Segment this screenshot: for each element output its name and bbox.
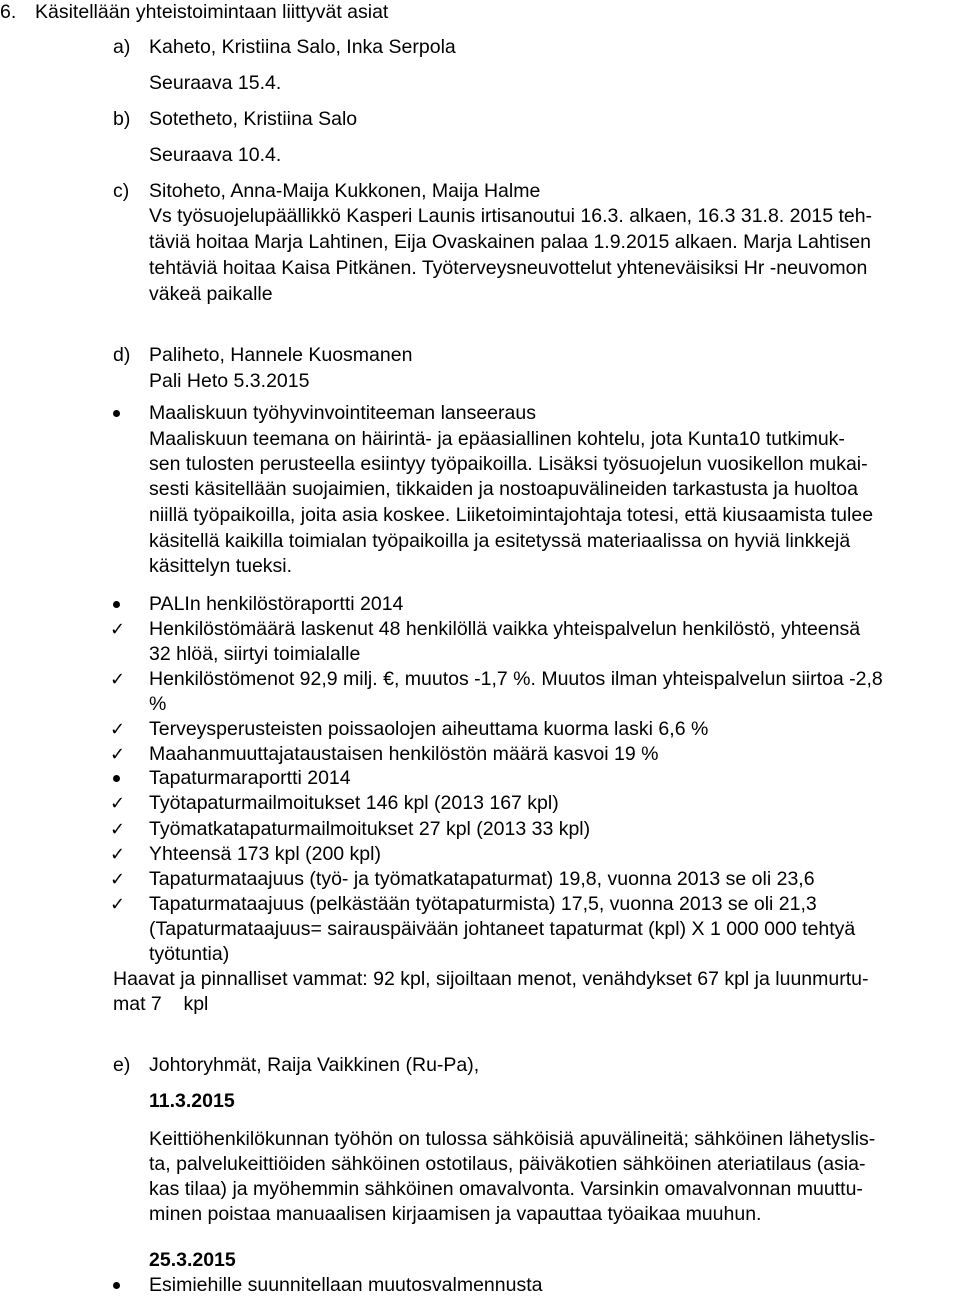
checkmark-icon: ✓: [110, 793, 126, 814]
checkmark-icon: ✓: [110, 894, 126, 915]
paragraph-line: täviä hoitaa Marja Lahtinen, Eija Ovaskainen palaa 1.9.2015 alkaen. Marja Lahtisen: [149, 231, 871, 253]
paragraph-line: Vs työsuojelupäällikkö Kasperi Launis irtisanoutui 16.3. alkaen, 16.3 31.8. 2015 teh-: [149, 205, 873, 227]
item-title: Johtoryhmät, Raija Vaikkinen (Ru-Pa),: [149, 1054, 480, 1076]
meeting-date: 11.3.2015: [149, 1090, 235, 1112]
checklist-line: Tapaturmataajuus (pelkästään työtapaturmista) 17,5, vuonna 2013 se oli 21,3: [149, 893, 817, 915]
paragraph-line: käsittelyn tueksi.: [149, 555, 293, 577]
closing-line: Haavat ja pinnalliset vammat: 92 kpl, sijoiltaan menot, venähdykset 67 kpl ja luunmurtu-: [113, 968, 869, 990]
checkmark-icon: ✓: [110, 619, 126, 640]
paragraph-line: kas tilaa) ja myöhemmin sähköinen omavalvonta. Varsinkin omavalvonnan muuttu-: [149, 1178, 863, 1200]
item-title: Sotetheto, Kristiina Salo: [149, 108, 358, 130]
item-marker: d): [113, 344, 131, 366]
checkmark-icon: ✓: [110, 819, 126, 840]
checklist-line: Henkilöstömäärä laskenut 48 henkilöllä vaikka yhteispalvelun henkilöstö, yhteensä: [149, 618, 861, 640]
checklist-line: Henkilöstömenot 92,9 milj. €, muutos -1,7 %. Muutos ilman yhteispalvelun siirtoa -2,8: [149, 668, 883, 690]
meeting-date: 25.3.2015: [149, 1249, 236, 1271]
item-marker: a): [113, 36, 131, 58]
item-note: Seuraava 15.4.: [149, 72, 282, 94]
item-note: Seuraava 10.4.: [149, 144, 282, 166]
item-title: Paliheto, Hannele Kuosmanen: [149, 344, 413, 366]
bullet-title: Maaliskuun työhyvinvointiteeman lanseeraus: [149, 402, 536, 424]
section-number: 6.: [0, 1, 17, 23]
paragraph-line: niillä työpaikoilla, joita asia koskee. Liiketoimintajohtaja totesi, että kiusaamista tulee: [149, 504, 874, 526]
item-title: Kaheto, Kristiina Salo, Inka Serpola: [149, 36, 456, 58]
checklist-line: Työmatkatapaturmailmoitukset 27 kpl (2013 33 kpl): [149, 818, 591, 840]
checkmark-icon: ✓: [110, 844, 126, 865]
bullet-title: Tapaturmaraportti 2014: [149, 767, 351, 789]
item-marker: e): [113, 1054, 131, 1076]
item-marker: b): [113, 108, 131, 130]
bullet-dot-icon: [113, 601, 120, 608]
bullet-dot-icon: [113, 1282, 120, 1289]
paragraph-line: väkeä paikalle: [149, 283, 273, 305]
paragraph-line: sen tulosten perusteella esiintyy työpaikoilla. Lisäksi työsuojelun vuosikellon mukai-: [149, 453, 868, 475]
checklist-line: 32 hlöä, siirtyi toimialalle: [149, 643, 361, 665]
section-title: Käsitellään yhteistoimintaan liittyvät asiat: [35, 1, 389, 23]
checkmark-icon: ✓: [110, 744, 126, 765]
paragraph-line: ta, palvelukeittiöiden sähköinen ostotilaus, päiväkotien sähköinen ateriatilaus (asia-: [149, 1153, 866, 1175]
checklist-line: (Tapaturmataajuus= sairauspäivään johtaneet tapaturmat (kpl) X 1 000 000 tehtyä: [149, 918, 856, 940]
checklist-line: Tapaturmataajuus (työ- ja työmatkatapaturmat) 19,8, vuonna 2013 se oli 23,6: [149, 868, 815, 890]
bullet-dot-icon: [113, 410, 120, 417]
paragraph-line: tehtäviä hoitaa Kaisa Pitkänen. Työterveysneuvottelut yhteneväisiksi Hr -neuvomon: [149, 257, 868, 279]
paragraph-line: minen poistaa manuaalisen kirjaamisen ja vapauttaa työaikaa muuhun.: [149, 1203, 762, 1225]
date-line: Pali Heto 5.3.2015: [149, 370, 310, 392]
item-marker: c): [113, 180, 130, 202]
item-title: Sitoheto, Anna-Maija Kukkonen, Maija Halme: [149, 180, 541, 202]
checkmark-icon: ✓: [110, 869, 126, 890]
paragraph-line: Maaliskuun teemana on häirintä- ja epäasiallinen kohtelu, jota Kunta10 tutkimuk-: [149, 428, 845, 450]
checkmark-icon: ✓: [110, 669, 126, 690]
paragraph-line: sesti käsitellään suojaimien, tikkaiden ja nostoapuvälineiden tarkastusta ja huoltoa: [149, 478, 858, 500]
checkmark-icon: ✓: [110, 719, 126, 740]
checklist-line: %: [149, 693, 167, 715]
bullet-title: Esimiehille suunnitellaan muutosvalmennusta: [149, 1274, 543, 1296]
checklist-line: Maahanmuuttajataustaisen henkilöstön määrä kasvoi 19 %: [149, 743, 659, 765]
bullet-title: PALIn henkilöstöraportti 2014: [149, 593, 404, 615]
paragraph-line: Keittiöhenkilökunnan työhön on tulossa sähköisiä apuvälineitä; sähköinen lähetyslis-: [149, 1128, 876, 1150]
bullet-dot-icon: [113, 775, 120, 782]
checklist-line: Terveysperusteisten poissaolojen aiheuttama kuorma laski 6,6 %: [149, 718, 709, 740]
closing-line: mat 7 kpl: [113, 993, 209, 1015]
paragraph-line: käsitellä kaikilla toimialan työpaikoilla ja esitetyssä materiaalissa on hyviä linkkejä: [149, 530, 851, 552]
checklist-line: Työtapaturmailmoitukset 146 kpl (2013 167 kpl): [149, 792, 559, 814]
checklist-line: työtuntia): [149, 943, 230, 965]
checklist-line: Yhteensä 173 kpl (200 kpl): [149, 843, 381, 865]
